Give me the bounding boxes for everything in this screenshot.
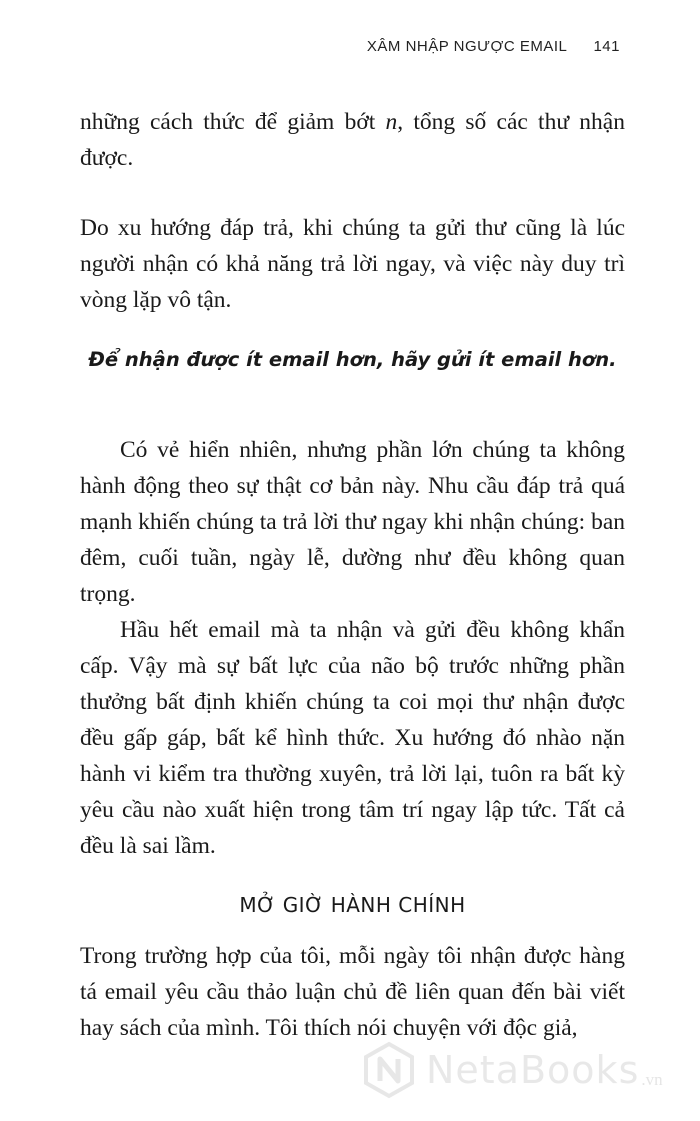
watermark-brand: NetaBooks: [426, 1048, 640, 1092]
paragraph-1: [80, 104, 625, 176]
section-heading: MỞ GIỜ HÀNH CHÍNH: [239, 893, 466, 917]
paragraph-5: Trong trường hợp của tôi, mỗi ngày tôi nhận được hàng tá email yêu cầu thảo luận chủ đề liên quan đến bài viết hay sách của mình. Tôi thích nói chuyện với độc giả,: [80, 943, 625, 1041]
paragraph-3: Có vẻ hiển nhiên, nhưng phần lớn chúng ta không hành động theo sự thật cơ bản này. Nhu cầu đáp trả quá mạnh khiến chúng ta trả lời thư ngay khi nhận chúng: ban đêm, cuối tuần, ngày lễ, dường như đều không quan trọng.: [80, 437, 625, 607]
page-number: 141: [593, 38, 620, 55]
paragraph-2: Do xu hướng đáp trả, khi chúng ta gửi thư cũng là lúc người nhận có khả năng trả lời ngay, và việc này duy trì vòng lặp vô tận.: [80, 215, 625, 313]
running-title: XÂM NHẬP NGƯỢC EMAIL: [366, 38, 567, 55]
watermark-suffix: .vn: [641, 1070, 663, 1089]
variable-n: n: [385, 109, 398, 135]
paragraph-1-text-a: những cách thức để giảm bớt: [80, 109, 386, 135]
paragraph-1-text-b: , tổng số các thư nhận được.: [80, 109, 625, 171]
paragraph-4: Hầu hết email mà ta nhận và gửi đều không khẩn cấp. Vậy mà sự bất lực của não bộ trước những phần thưởng bất định khiến chúng ta coi mọi thư nhận được đều gấp gáp, bất kể hình thức. Xu hướng đó nhào nặn hành vi kiểm tra thường xuyên, trả lời lại, tuôn ra bất kỳ yêu cầu nào xuất hiện trong tâm trí ngay lập tức. Tất cả đều là sai lầm.: [80, 617, 625, 859]
watermark: [360, 1040, 690, 1100]
running-header: [367, 38, 620, 55]
callout-quote: Để nhận được ít email hơn, hãy gửi ít email hơn.: [88, 348, 617, 371]
netabooks-logo-icon: [360, 1041, 418, 1099]
